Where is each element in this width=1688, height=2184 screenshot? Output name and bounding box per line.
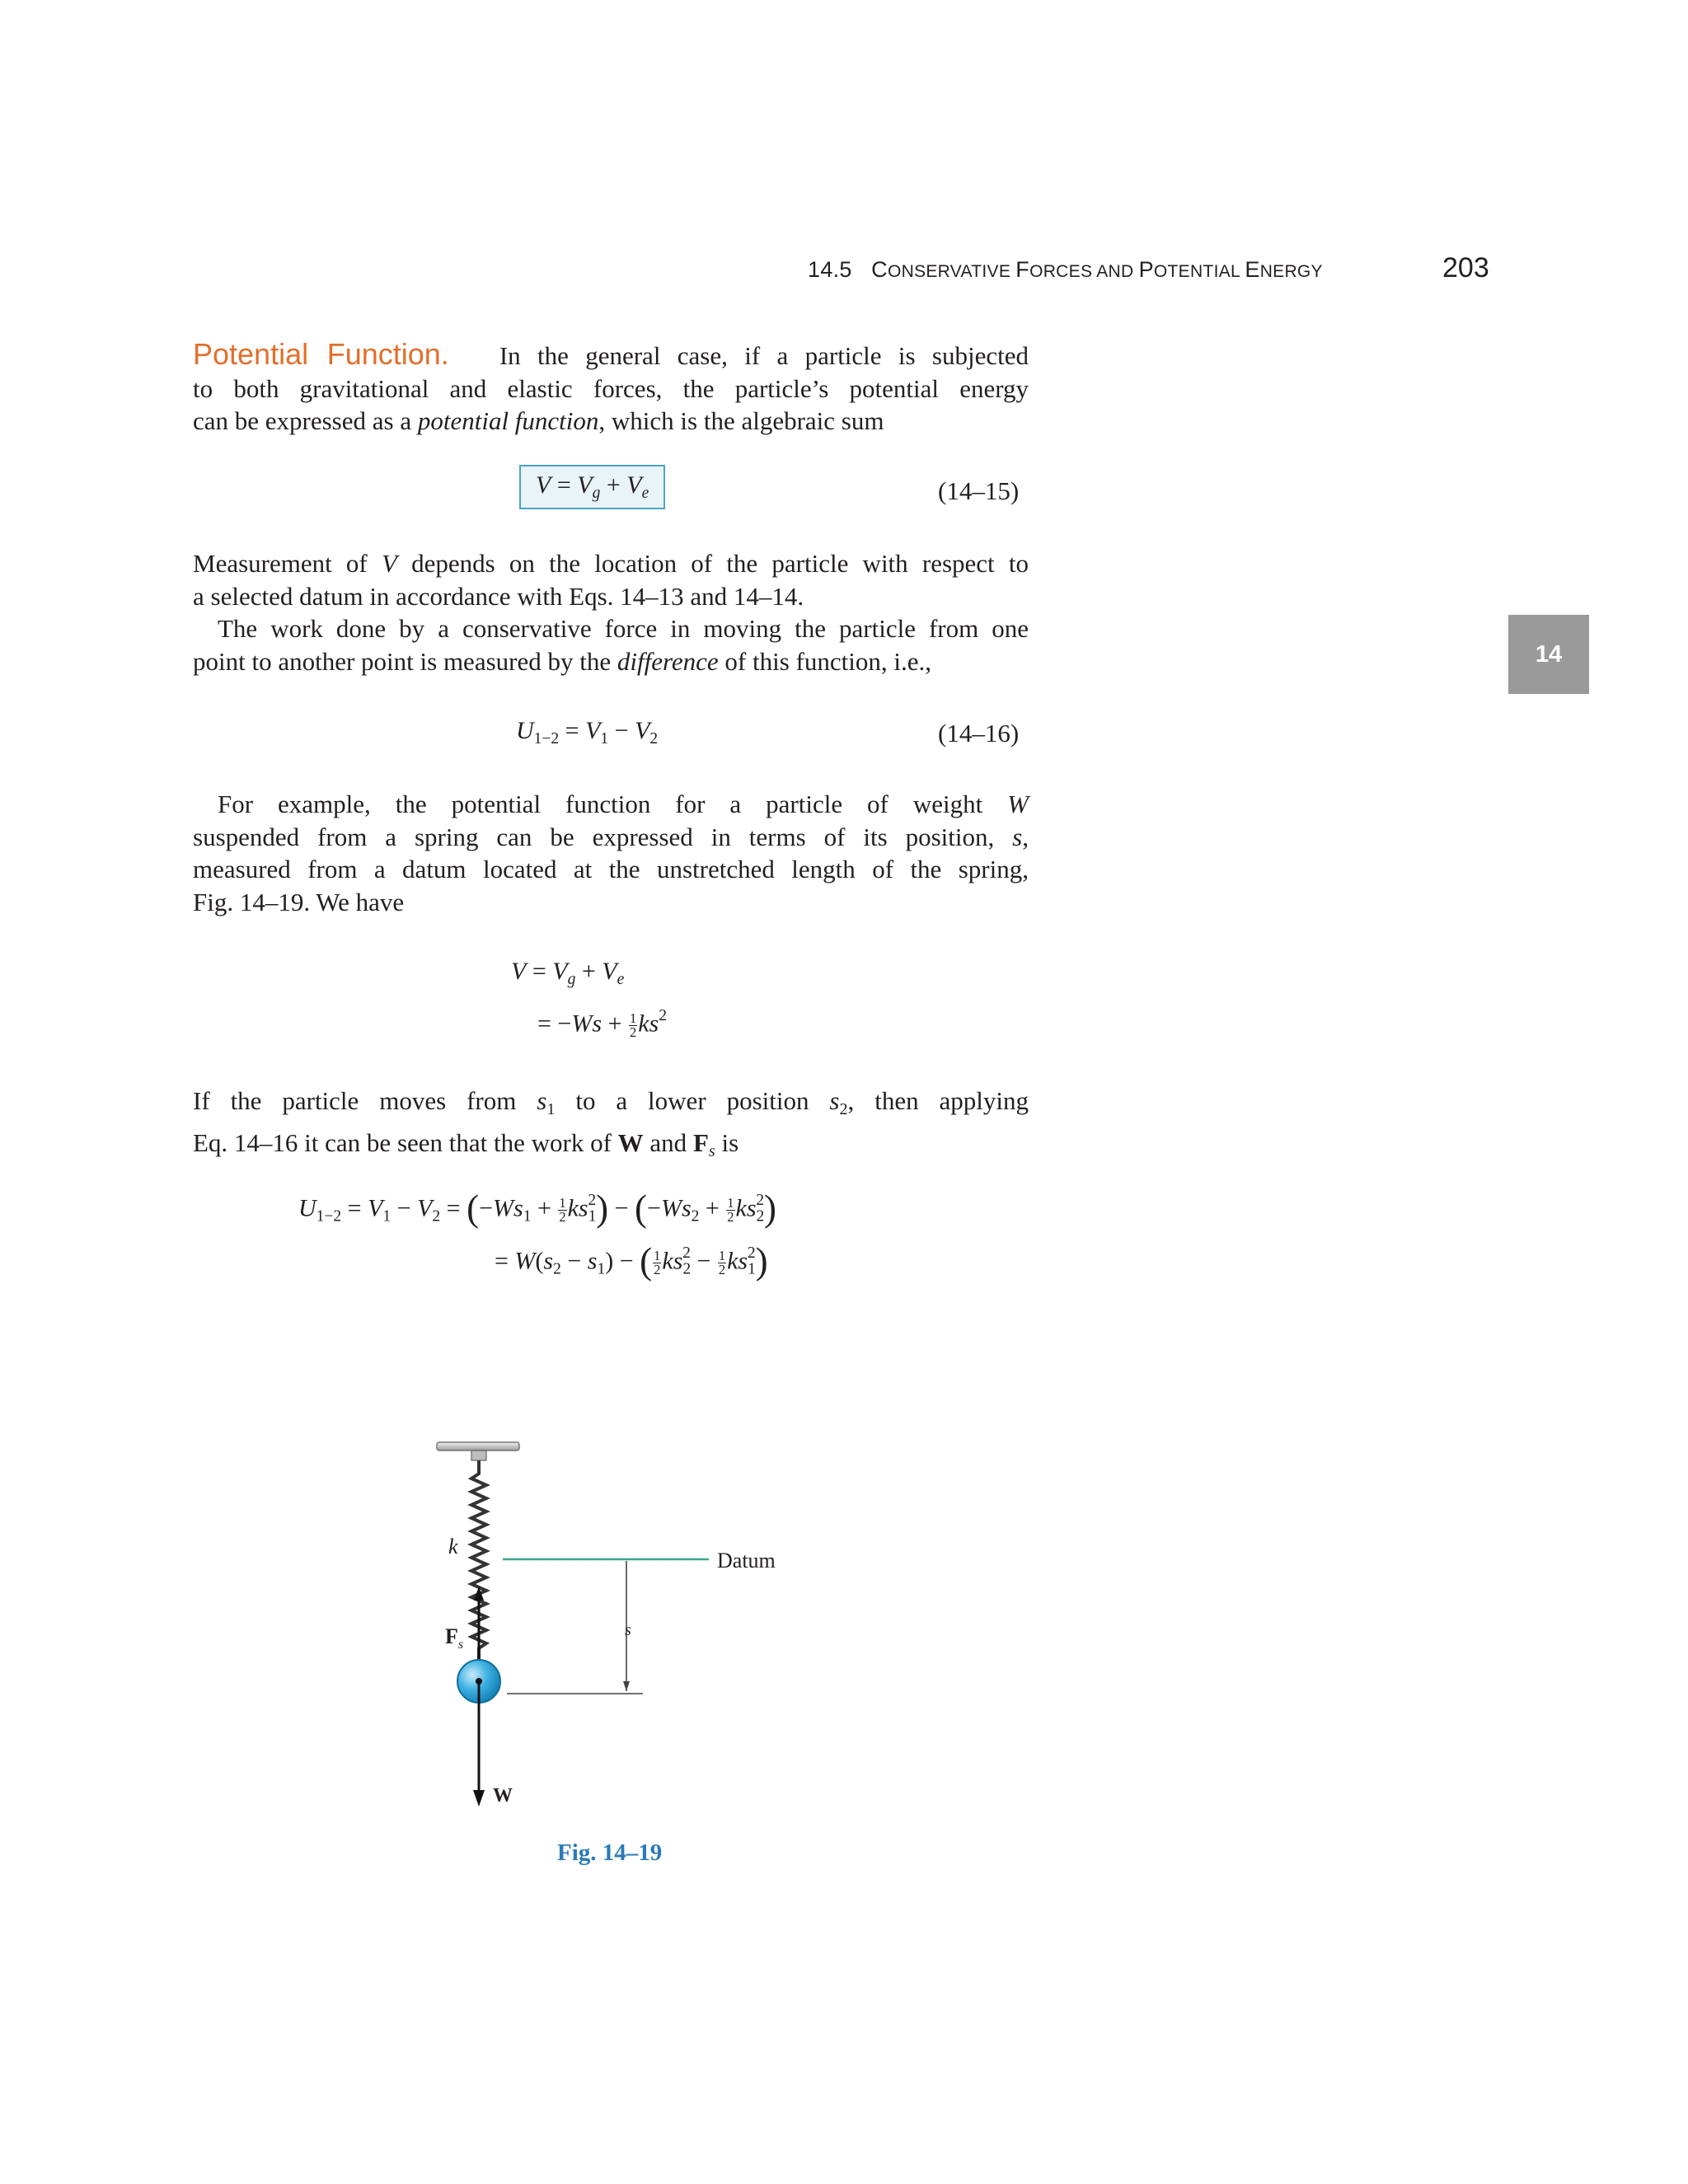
page-number: 203 bbox=[1442, 252, 1489, 284]
running-header bbox=[808, 257, 1323, 283]
equation-14-16: $U_{1-2} = V_1 - V_2$ bbox=[516, 717, 659, 748]
k-label: k bbox=[448, 1535, 458, 1558]
equation-work-line1: $U_{1-2} = V_1 - V_2 = (-Ws_1$ + $\frac{1}{2}$ $ks_1^2) - (-Ws_2$ + $\frac{1}{2}$ $ks_2^2$) bbox=[298, 1188, 777, 1229]
fs-label: $F_s$ bbox=[445, 1624, 464, 1652]
potential-function-paragraph: Potential Function. In the general case, if a particle is subjected to both gravitational and elastic forces, the particle’s potential energy can be expressed as a potential function, which is the algebraic sum bbox=[193, 337, 1029, 435]
s-label: s bbox=[625, 1621, 631, 1639]
example-paragraph: For example, the potential function for a particle of weight W suspended from a spring can be expressed in terms of its position, s, measured from a datum located at the unstretched length of the spring, Fig. 14–19. We have bbox=[193, 790, 1029, 916]
section-title: CONSERVATIVE FORCES AND POTENTIAL ENERGY bbox=[871, 257, 1323, 282]
moves-paragraph: If the particle moves from $s_1$ to a lower position $s_2$, then applying Eq. 14–16 it can be seen that the work of W and $F_s$ is bbox=[193, 1086, 1029, 1160]
equation-number-14-15: (14–15) bbox=[938, 476, 1020, 505]
equation-14-15: $V = V_g + V_e$ bbox=[519, 465, 665, 509]
equation-potential-sum: $V = V_g + V_e$ bbox=[511, 958, 625, 988]
datum-label: Datum bbox=[717, 1549, 776, 1572]
figure-caption: Fig. 14–19 bbox=[557, 1840, 663, 1866]
equation-potential-expanded: = −Ws + $\frac{1}{2}$ $ks^2$ bbox=[537, 1007, 667, 1041]
equation-work-line2: = $W(s_2 - s_1)$ − ( $\frac{1}{2}$ $ks_2^2$ − $\frac{1}{2}$ $ks_1^2$) bbox=[495, 1240, 768, 1282]
chapter-tab: 14 bbox=[1508, 615, 1589, 694]
equation-number-14-16: (14–16) bbox=[938, 719, 1020, 748]
section-number: 14.5 bbox=[808, 257, 852, 282]
w-label: W bbox=[493, 1785, 513, 1807]
measurement-paragraph: Measurement of V depends on the location of the particle with respect to a selected datum in accordance with Eqs. 14–13 and 14–14. The work done by a conservative force in moving the particle from one point to another point is measured by the difference of this function, i.e., bbox=[193, 549, 1029, 676]
ceiling-support bbox=[437, 1442, 519, 1460]
figure-14-19 bbox=[412, 1426, 841, 1821]
s-dimension bbox=[507, 1561, 643, 1694]
section-heading: Potential Function. bbox=[193, 337, 449, 371]
